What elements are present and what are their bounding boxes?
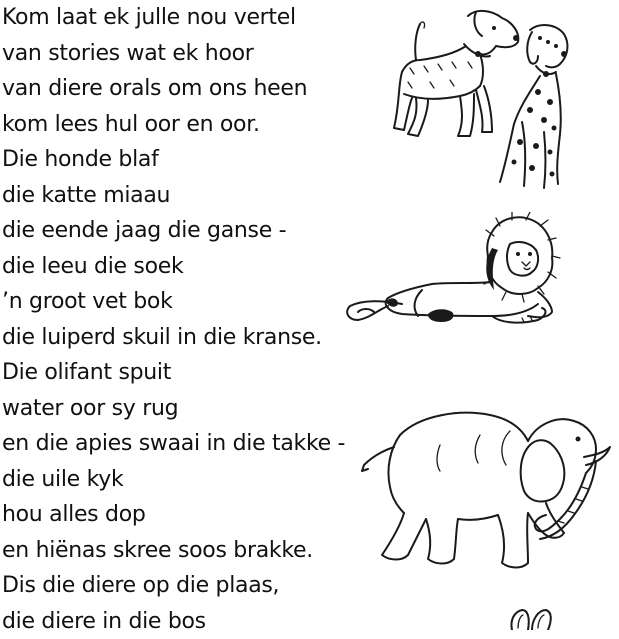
poem-line: water oor sy rug xyxy=(2,391,345,427)
lion-illustration xyxy=(342,212,567,337)
poem-line: die leeu die soek xyxy=(2,249,345,285)
dalmatian-dog xyxy=(500,25,567,188)
dogs-illustration xyxy=(380,2,575,192)
elephant-illustration xyxy=(360,395,615,575)
poem-line: hou alles dop xyxy=(2,497,345,533)
poem-line: die katte miaau xyxy=(2,178,345,214)
poem-line: en hiënas skree soos brakke. xyxy=(2,533,345,569)
poem-line: die uile kyk xyxy=(2,462,345,498)
rabbit-ears-illustration xyxy=(506,606,566,630)
poem-line: die diere in die bos xyxy=(2,604,345,639)
poem-line: en die apies swaai in die takke - xyxy=(2,426,345,462)
poem-line: die luiperd skuil in die kranse. xyxy=(2,320,345,356)
poem-line: die eende jaag die ganse - xyxy=(2,213,345,249)
poem xyxy=(2,0,345,639)
poem-line: Die honde blaf xyxy=(2,142,345,178)
poem-line: van diere orals om ons heen xyxy=(2,71,345,107)
poem-line: Kom laat ek julle nou vertel xyxy=(2,0,345,36)
terrier-dog xyxy=(394,11,519,136)
poem-line: van stories wat ek hoor xyxy=(2,36,345,72)
poem-line: ’n groot vet bok xyxy=(2,284,345,320)
poem-line: Die olifant spuit xyxy=(2,355,345,391)
poem-line: kom lees hul oor en oor. xyxy=(2,107,345,143)
poem-line: Dis die diere op die plaas, xyxy=(2,568,345,604)
